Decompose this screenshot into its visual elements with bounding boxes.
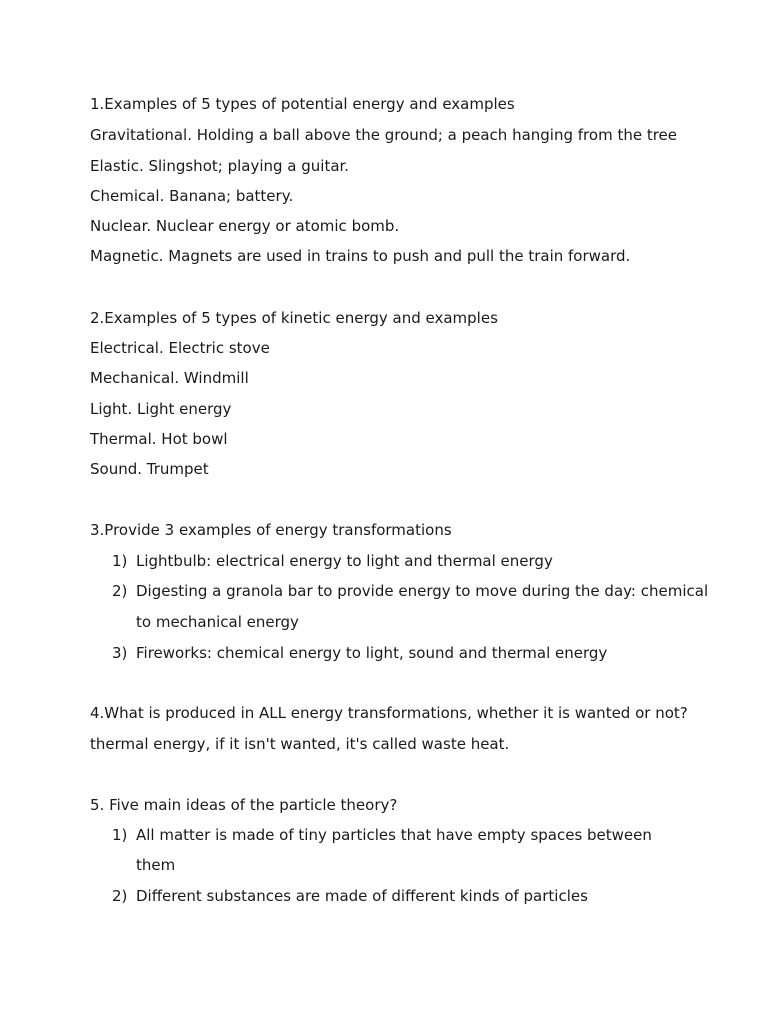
list-number: 2) xyxy=(112,887,128,905)
q3-list-item xyxy=(112,551,553,571)
q1-line: Nuclear. Nuclear energy or atomic bomb. xyxy=(90,217,400,235)
q1-line: Elastic. Slingshot; playing a guitar. xyxy=(90,157,350,175)
list-text-continuation: to mechanical energy xyxy=(136,613,299,631)
list-number: 1) xyxy=(112,826,128,844)
q5-list-item xyxy=(112,825,652,845)
q2-line: Mechanical. Windmill xyxy=(90,369,249,387)
q5-heading: 5. Five main ideas of the particle theory? xyxy=(90,796,398,814)
q1-line: Gravitational. Holding a ball above the ground; a peach hanging from the tree xyxy=(90,126,678,144)
q4-heading: 4.What is produced in ALL energy transformations, whether it is wanted or not? xyxy=(90,704,688,722)
q4-answer: thermal energy, if it isn't wanted, it's called waste heat. xyxy=(90,735,510,753)
q2-line: Light. Light energy xyxy=(90,400,232,418)
list-text: Lightbulb: electrical energy to light and thermal energy xyxy=(136,552,553,570)
q2-line: Electrical. Electric stove xyxy=(90,339,270,357)
list-text-continuation: them xyxy=(136,856,176,874)
q3-list-item xyxy=(112,643,607,663)
list-text: Different substances are made of different kinds of particles xyxy=(136,887,588,905)
list-number: 2) xyxy=(112,582,128,600)
list-text: Digesting a granola bar to provide energy to move during the day: chemical xyxy=(136,582,709,600)
list-number: 3) xyxy=(112,644,128,662)
q2-heading: 2.Examples of 5 types of kinetic energy and examples xyxy=(90,309,498,327)
q3-heading: 3.Provide 3 examples of energy transformations xyxy=(90,521,452,539)
list-number: 1) xyxy=(112,552,128,570)
list-text: All matter is made of tiny particles that have empty spaces between xyxy=(136,826,652,844)
q1-heading: 1.Examples of 5 types of potential energy and examples xyxy=(90,95,515,113)
q2-line: Thermal. Hot bowl xyxy=(90,430,228,448)
q3-list-item xyxy=(112,581,708,601)
q1-line: Chemical. Banana; battery. xyxy=(90,187,294,205)
q5-list-item xyxy=(112,886,588,906)
q1-line: Magnetic. Magnets are used in trains to push and pull the train forward. xyxy=(90,247,631,265)
q2-line: Sound. Trumpet xyxy=(90,460,209,478)
list-text: Fireworks: chemical energy to light, sound and thermal energy xyxy=(136,644,608,662)
